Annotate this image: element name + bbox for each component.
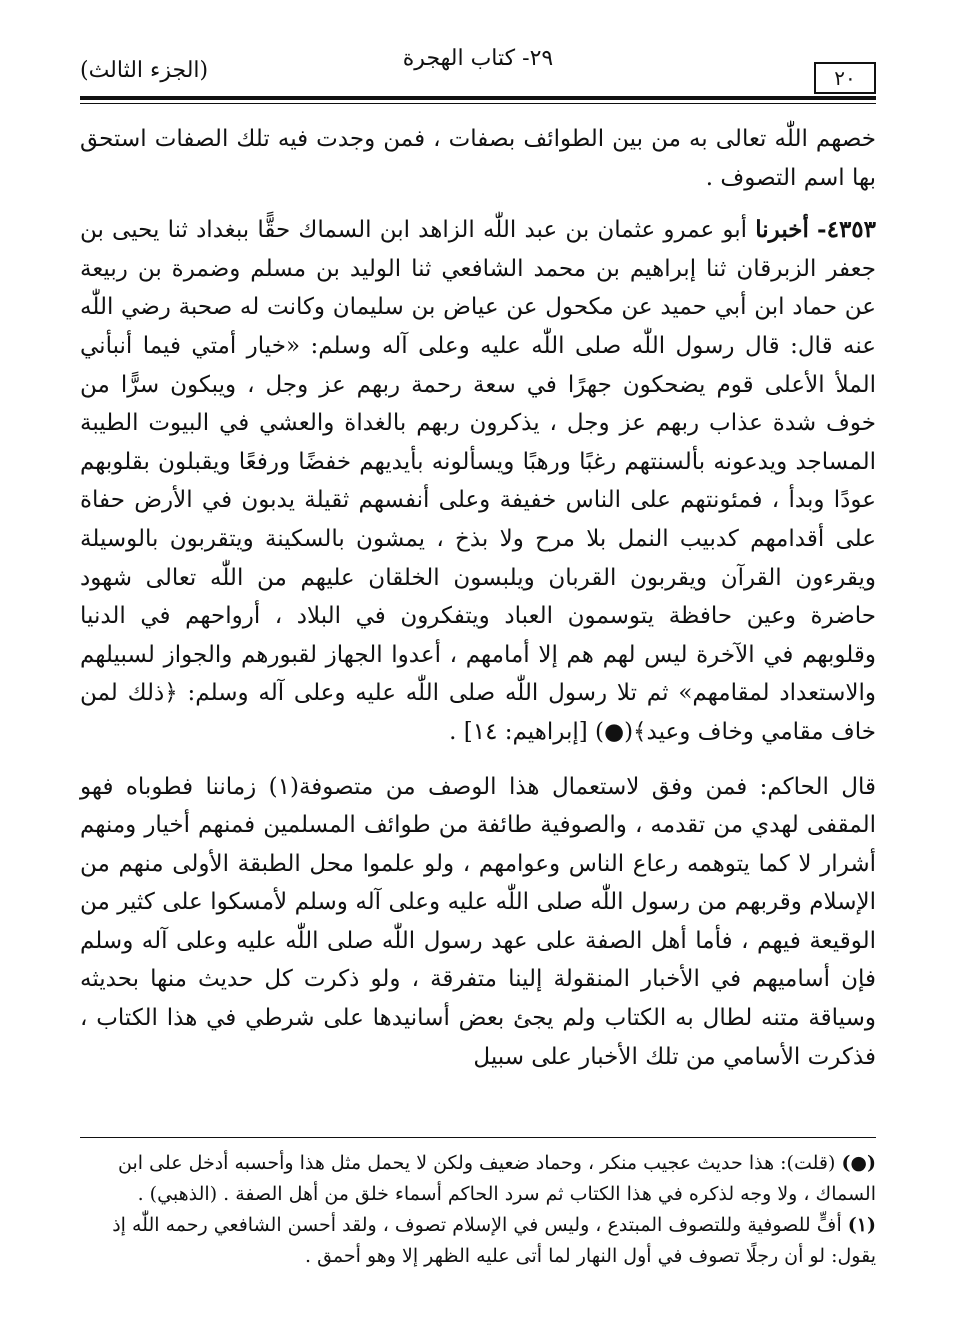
header-rule-thin <box>80 103 876 104</box>
footnotes <box>88 1148 876 1272</box>
paragraph-hadith <box>80 211 876 751</box>
footnote-marker: (●) <box>841 1152 876 1174</box>
chapter-title: ٢٩- كتاب الهجرة <box>402 46 554 71</box>
main-text <box>80 120 876 1076</box>
header-rule-thick <box>80 96 876 100</box>
hadith-lead-word: أخبرنا <box>755 216 809 244</box>
hadith-number: ٤٣٥٣- <box>817 216 877 244</box>
page-header <box>80 40 876 100</box>
page-number: ٢٠ <box>814 62 876 94</box>
footnote-item <box>88 1210 876 1272</box>
footnote-item <box>88 1148 876 1210</box>
footnote-marker: (١) <box>847 1214 876 1236</box>
hadith-text: أبو عمرو عثمان بن عبد اللّٰه الزاهد ابن السماك حقًّا ببغداد ثنا يحيى بن جعفر الزبرقان ثنا إبراهيم بن محمد الشافعي ثنا الوليد بن مسلم وضمرة بن ربيعة عن حماد ابن أبي حميد عن مكحول عن عياض بن سليمان وكانت له صحبة رضي اللّٰه عنه قال: قال رسول اللّٰه صلى اللّٰه عليه وعلى آله وسلم: «خيار أمتي فيما أنبأني الملأ الأعلى قوم يضحكون جهرًا في سعة رحمة ربهم عز وجل ، ويبكون سرًّا من خوف شدة عذاب ربهم عز وجل ، يذكرون ربهم بالغداة والعشي في البيوت الطيبة المساجد ويدعونه بألسنتهم رغبًا ورهبًا ويسألونه بأيديهم خفضًا ورفعًا ويقبلون بقلوبهم عودًا وبدأ ، فمئونتهم على الناس خفيفة وعلى أنفسهم ثقيلة يدبون في الأرض حفاة على أقدامهم كدبيب النمل بلا مرح ولا بذخ ، يمشون بالسكينة ويتقربون بالوسيلة ويقرءون القرآن ويقربون القربان ويلبسون الخلقان عليهم من اللّٰه تعالى شهود حاضرة وعين حافظة يتوسمون العباد ويتفكرون في البلاد ، أرواحهم في الدنيا وقلوبهم في الآخرة ليس لهم هم إلا أمامهم ، أعدوا الجهاز لقبورهم والجواز لسبيلهم والاستعداد لمقامهم» ثم تلا رسول اللّٰه صلى اللّٰه عليه وعلى آله وسلم: ﴿ذلك لمن خاف مقامي وخاف وعيد﴾(●) [إبراهيم: ١٤] . <box>80 217 876 745</box>
footnote-divider <box>80 1137 876 1138</box>
footnote-text: أفٍّ للصوفية وللتصوف المبتدع ، وليس في الإسلام تصوف ، ولقد أحسن الشافعي رحمه اللّٰه إذ يقول: لو أن رجلًا تصوف في أول النهار لما أتى عليه الظهر إلا وهو أحمق . <box>112 1214 876 1267</box>
paragraph-intro: خصهم اللّٰه تعالى به من بين الطوائف بصفات ، فمن وجدت فيه تلك الصفات استحق بها اسم التصوف . <box>80 126 876 191</box>
paragraph-hakim: قال الحاكم: فمن وفق لاستعمال هذا الوصف من متصوفة(١) زماننا فطوباه فهو المقفى لهدي من تقدمه ، والصوفية طائفة من طوائف المسلمين فمنهم أخيار ومنهم أشرار لا كما يتوهمه رعاع الناس وعوامهم ، ولو علموا محل الطبقة الأولى منهم من الإسلام وقربهم من رسول اللّٰه صلى اللّٰه عليه وعلى آله وسلم لأمسكوا على كثير من الوقيعة فيهم ، فأما أهل الصفة على عهد رسول اللّٰه صلى اللّٰه عليه وعلى آله وسلم فإن أساميهم في الأخبار المنقولة إلينا متفرقة ، ولو ذكرت كل حديث منها بحديثه وسياقة متنه لطال به الكتاب ولم يجئ بعض أسانيدها على شرطي في هذا الكتاب ، فذكرت الأسامي من تلك الأخبار على سبيل <box>80 773 876 1070</box>
footnote-text: (قلت): هذا حديث عجيب منكر ، وحماد ضعيف ولكن لا يحمل مثل هذا وأحسبه أدخل على ابن السماك ، ولا وجه لذكره في هذا الكتاب ثم سرد الحاكم أسماء خلق من أهل الصفة . (الذهبي) . <box>118 1152 876 1205</box>
part-title: (الجزء الثالث) <box>80 58 209 83</box>
